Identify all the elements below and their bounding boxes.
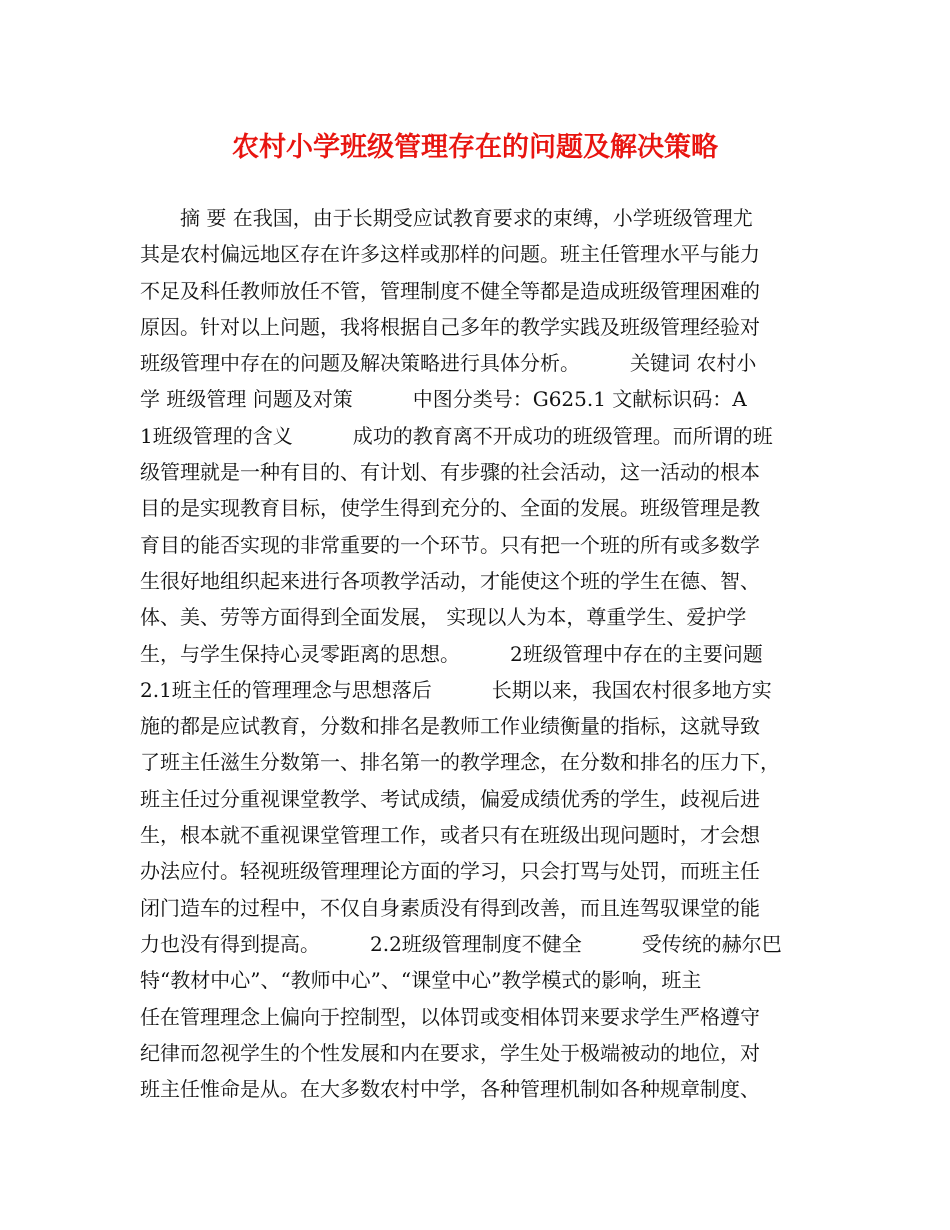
body-line: 1班级管理的含义 成功的教育离不开成功的班级管理。而所谓的班 [140,423,773,448]
body-line: 其是农村偏远地区存在许多这样或那样的问题。班主任管理水平与能力 [140,242,760,267]
body-line: 任在管理理念上偏向于控制型，以体罚或变相体罚来要求学生严格遵守 [140,1004,760,1029]
body-line: 纪律而忽视学生的个性发展和内在要求，学生处于极端被动的地位，对 [140,1040,760,1065]
body-line: 力也没有得到提高。 2.2班级管理制度不健全 受传统的赫尔巴 [140,931,782,956]
document-title: 农村小学班级管理存在的问题及解决策略 [232,132,718,163]
body-line: 原因。针对以上问题，我将根据自己多年的教学实践及班级管理经验对 [140,314,760,339]
body-line: 级管理就是一种有目的、有计划、有步骤的社会活动，这一活动的根本 [140,460,760,485]
body-line: 班级管理中存在的问题及解决策略进行具体分析。 关键词 农村小 [140,351,757,376]
body-line: 体、美、劳等方面得到全面发展， 实现以人为本，尊重学生、爱护学 [140,605,747,630]
body-line: 了班主任滋生分数第一、排名第一的教学理念，在分数和排名的压力下， [140,750,780,775]
body-line: 闭门造车的过程中，不仅自身素质没有得到改善，而且连驾驭课堂的能 [140,895,760,920]
body-line: 目的是实现教育目标，使学生得到充分的、全面的发展。班级管理是教 [140,496,760,521]
body-line: 办法应付。轻视班级管理理论方面的学习，只会打骂与处罚，而班主任 [140,859,760,884]
body-line: 生，根本就不重视课堂管理工作，或者只有在班级出现问题时，才会想 [140,823,760,848]
body-line: 学 班级管理 问题及对策 中图分类号：G625.1 文献标识码：A [140,387,747,412]
body-line: 特“教材中心”、“教师中心”、“课堂中心”教学模式的影响，班主 [140,968,702,993]
body-line: 班主任惟命是从。在大多数农村中学，各种管理机制如各种规章制度、 [140,1077,760,1102]
body-line: 摘 要 在我国，由于长期受应试教育要求的束缚，小学班级管理尤 [140,206,753,230]
body-line: 育目的能否实现的非常重要的一个环节。只有把一个班的所有或多数学 [140,532,760,557]
body-line: 生，与学生保持心灵零距离的思想。 2班级管理中存在的主要问题 [140,641,763,666]
body-line: 班主任过分重视课堂教学、考试成绩，偏爱成绩优秀的学生，歧视后进 [140,786,760,811]
body-line: 2.1班主任的管理理念与思想落后 长期以来，我国农村很多地方实 [140,677,772,702]
body-line: 施的都是应试教育，分数和排名是教师工作业绩衡量的指标，这就导致 [140,714,760,739]
document-body [140,200,820,1107]
body-line: 生很好地组织起来进行各项教学活动，才能使这个班的学生在德、智、 [140,568,760,593]
body-line: 不足及科任教师放任不管，管理制度不健全等都是造成班级管理困难的 [140,278,760,303]
